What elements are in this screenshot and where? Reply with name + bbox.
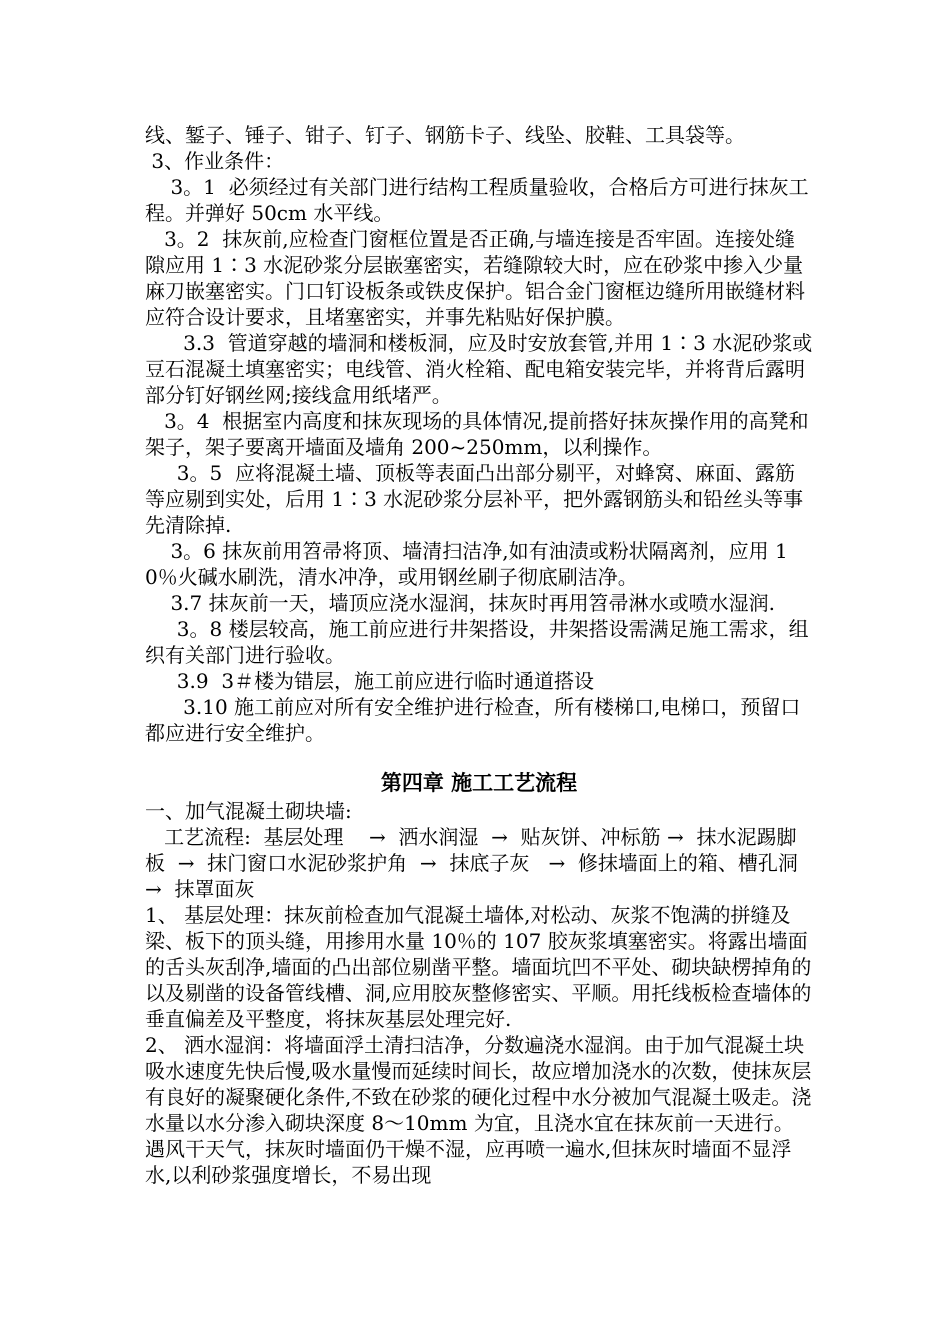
- section-heading-work-conditions: 3、作业条件：: [145, 149, 285, 173]
- chapter-title: 第四章 施工工艺流程: [380, 770, 578, 795]
- paragraph-3-5: 3。5 应将混凝土墙、顶板等表面凸出部分剔平，对蜂窝、麻面、露筋等应剔到实处，后用 1∶3 水泥砂浆分层补平，把外露钢筋头和铅丝头等事先清除掉.: [145, 461, 804, 537]
- paragraph-3-1: 3。1 必须经过有关部门进行结构工程质量验收，合格后方可进行抹灰工程。并弹好 50cm 水平线。: [145, 175, 809, 225]
- paragraph-3-9: 3.9 3＃楼为错层，施工前应进行临时通道搭设: [145, 669, 595, 693]
- paragraph-3-3: 3.3 管道穿越的墙洞和楼板洞，应及时安放套管,并用 1∶3 水泥砂浆或豆石混凝土填塞密实；电线管、消火栓箱、配电箱安装完毕，并将背后露明部分钉好钢丝网;接线盒用纸堵严。: [145, 331, 813, 407]
- paragraph-process-flow: 工艺流程: 基层处理 → 洒水润湿 → 贴灰饼、冲标筋 → 抹水泥踢脚板 → 抹门窗口水泥砂浆护角 → 抹底子灰 → 修抹墙面上的箱、槽孔洞 → 抹罩面灰: [145, 825, 805, 901]
- section-heading-aerated-block-wall: 一、加气混凝土砌块墙:: [145, 799, 352, 823]
- paragraph-3-4: 3。4 根据室内高度和抹灰现场的具体情况,提前搭好抹灰操作用的高凳和架子，架子要离开墙面及墙角 200~250mm，以利操作。: [145, 409, 809, 459]
- paragraph-water-wetting: 2、 洒水湿润：将墙面浮土清扫洁净，分数遍浇水湿润。由于加气混凝土块吸水速度先快后慢,吸水量慢而延续时间长，故应增加浇水的次数，使抹灰层有良好的凝聚硬化条件,不致在砂浆的硬化过程中水分被加气混凝土吸走。浇水量以水分渗入砌块深度 8～10mm 为宜，且浇水宜在抹灰前一天进行。遇风干天气，抹灰时墙面仍干燥不湿，应再喷一遍水,但抹灰时墙面不显浮水,以利砂浆强度增长，不易出现: [145, 1033, 812, 1187]
- paragraph-3-7: 3.7 抹灰前一天，墙顶应浇水湿润，抹灰时再用笤帚淋水或喷水湿润.: [145, 591, 775, 615]
- paragraph-3-10: 3.10 施工前应对所有安全维护进行检查，所有楼梯口,电梯口，预留口都应进行安全维护。: [145, 695, 801, 745]
- paragraph-3-2: 3。2 抹灰前,应检查门窗框位置是否正确,与墙连接是否牢固。连接处缝隙应用 1∶3 水泥砂浆分层嵌塞密实，若缝隙较大时，应在砂浆中掺入少量麻刀嵌塞密实。门口钉设板条或铁皮保护。铝合金门窗框边缝所用嵌缝材料应符合设计要求，且堵塞密实，并事先粘贴好保护膜。: [145, 227, 805, 329]
- paragraph-base-treatment: 1、 基层处理：抹灰前检查加气混凝土墙体,对松动、灰浆不饱满的拼缝及梁、板下的顶头缝，用掺用水量 10％的 107 胶灰浆填塞密实。将露出墙面的舌头灰刮净,墙面的凸出部位剔凿平整。墙面坑凹不平处、砌块缺楞掉角的以及剔凿的设备管线槽、洞,应用胶灰整修密实、平顺。用托线板检查墙体的垂直偏差及平整度，将抹灰基层处理完好.: [145, 903, 812, 1031]
- paragraph-tools-list: 线、錾子、锤子、钳子、钉子、钢筋卡子、线坠、胶鞋、工具袋等。: [145, 123, 745, 147]
- document-body: [145, 122, 813, 1188]
- paragraph-3-6: 3。6 抹灰前用笤帚将顶、墙清扫洁净,如有油渍或粉状隔离剂，应用 10％火碱水刷洗，清水冲净，或用钢丝刷子彻底刷洁净。: [145, 539, 788, 589]
- paragraph-3-8: 3。8 楼层较高，施工前应进行井架搭设，井架搭设需满足施工需求，组织有关部门进行验收。: [145, 617, 809, 667]
